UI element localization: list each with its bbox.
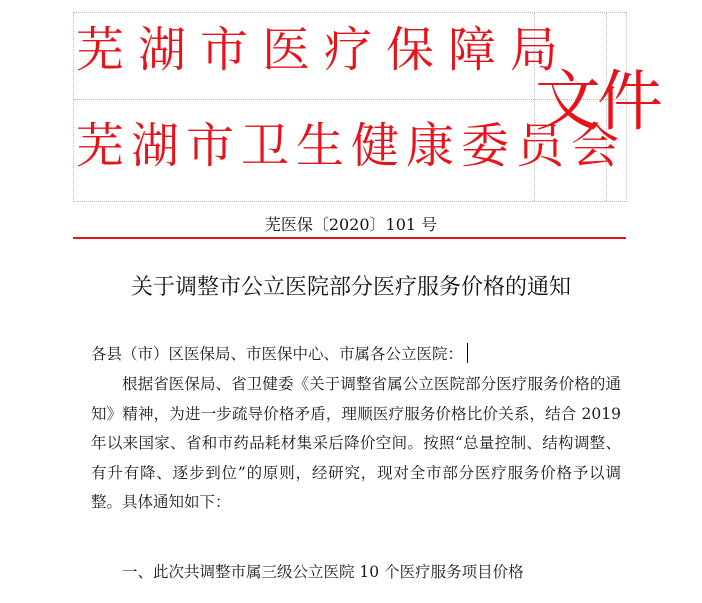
salutation-line[interactable] [91,340,621,370]
document-number: 芜医保〔2020〕101 号 [264,215,438,234]
issuer-line-1: 芜湖市医疗保障局 [76,22,573,78]
issuer-line-2: 芜湖市卫生健康委员会 [76,118,627,174]
red-separator-line [73,237,626,239]
text-cursor [467,343,468,363]
body-item-1[interactable]: 一、此次共调整市属三级公立医院 10 个医疗服务项目价格 [122,563,524,581]
salutation-text: 各县（市）区医保局、市医保中心、市属各公立医院： [91,345,464,363]
document-title: 关于调整市公立医院部分医疗服务价格的通知 [130,275,571,300]
body-paragraph-1[interactable]: 根据省医保局、省卫健委《关于调整省属公立医院部分医疗服务价格的通知》精神，为进一步疏导价格矛盾，理顺医疗服务价格比价关系，结合 2019 年以来国家、省和市药品耗材集采后降价空间。按照“总量控制、结构调整、有升有降、逐步到位”的原则，经研究，现对全市部分医疗服务价格予以调整。具体通知如下： [91,375,621,511]
doc-type-label: 文件 [535,63,659,140]
